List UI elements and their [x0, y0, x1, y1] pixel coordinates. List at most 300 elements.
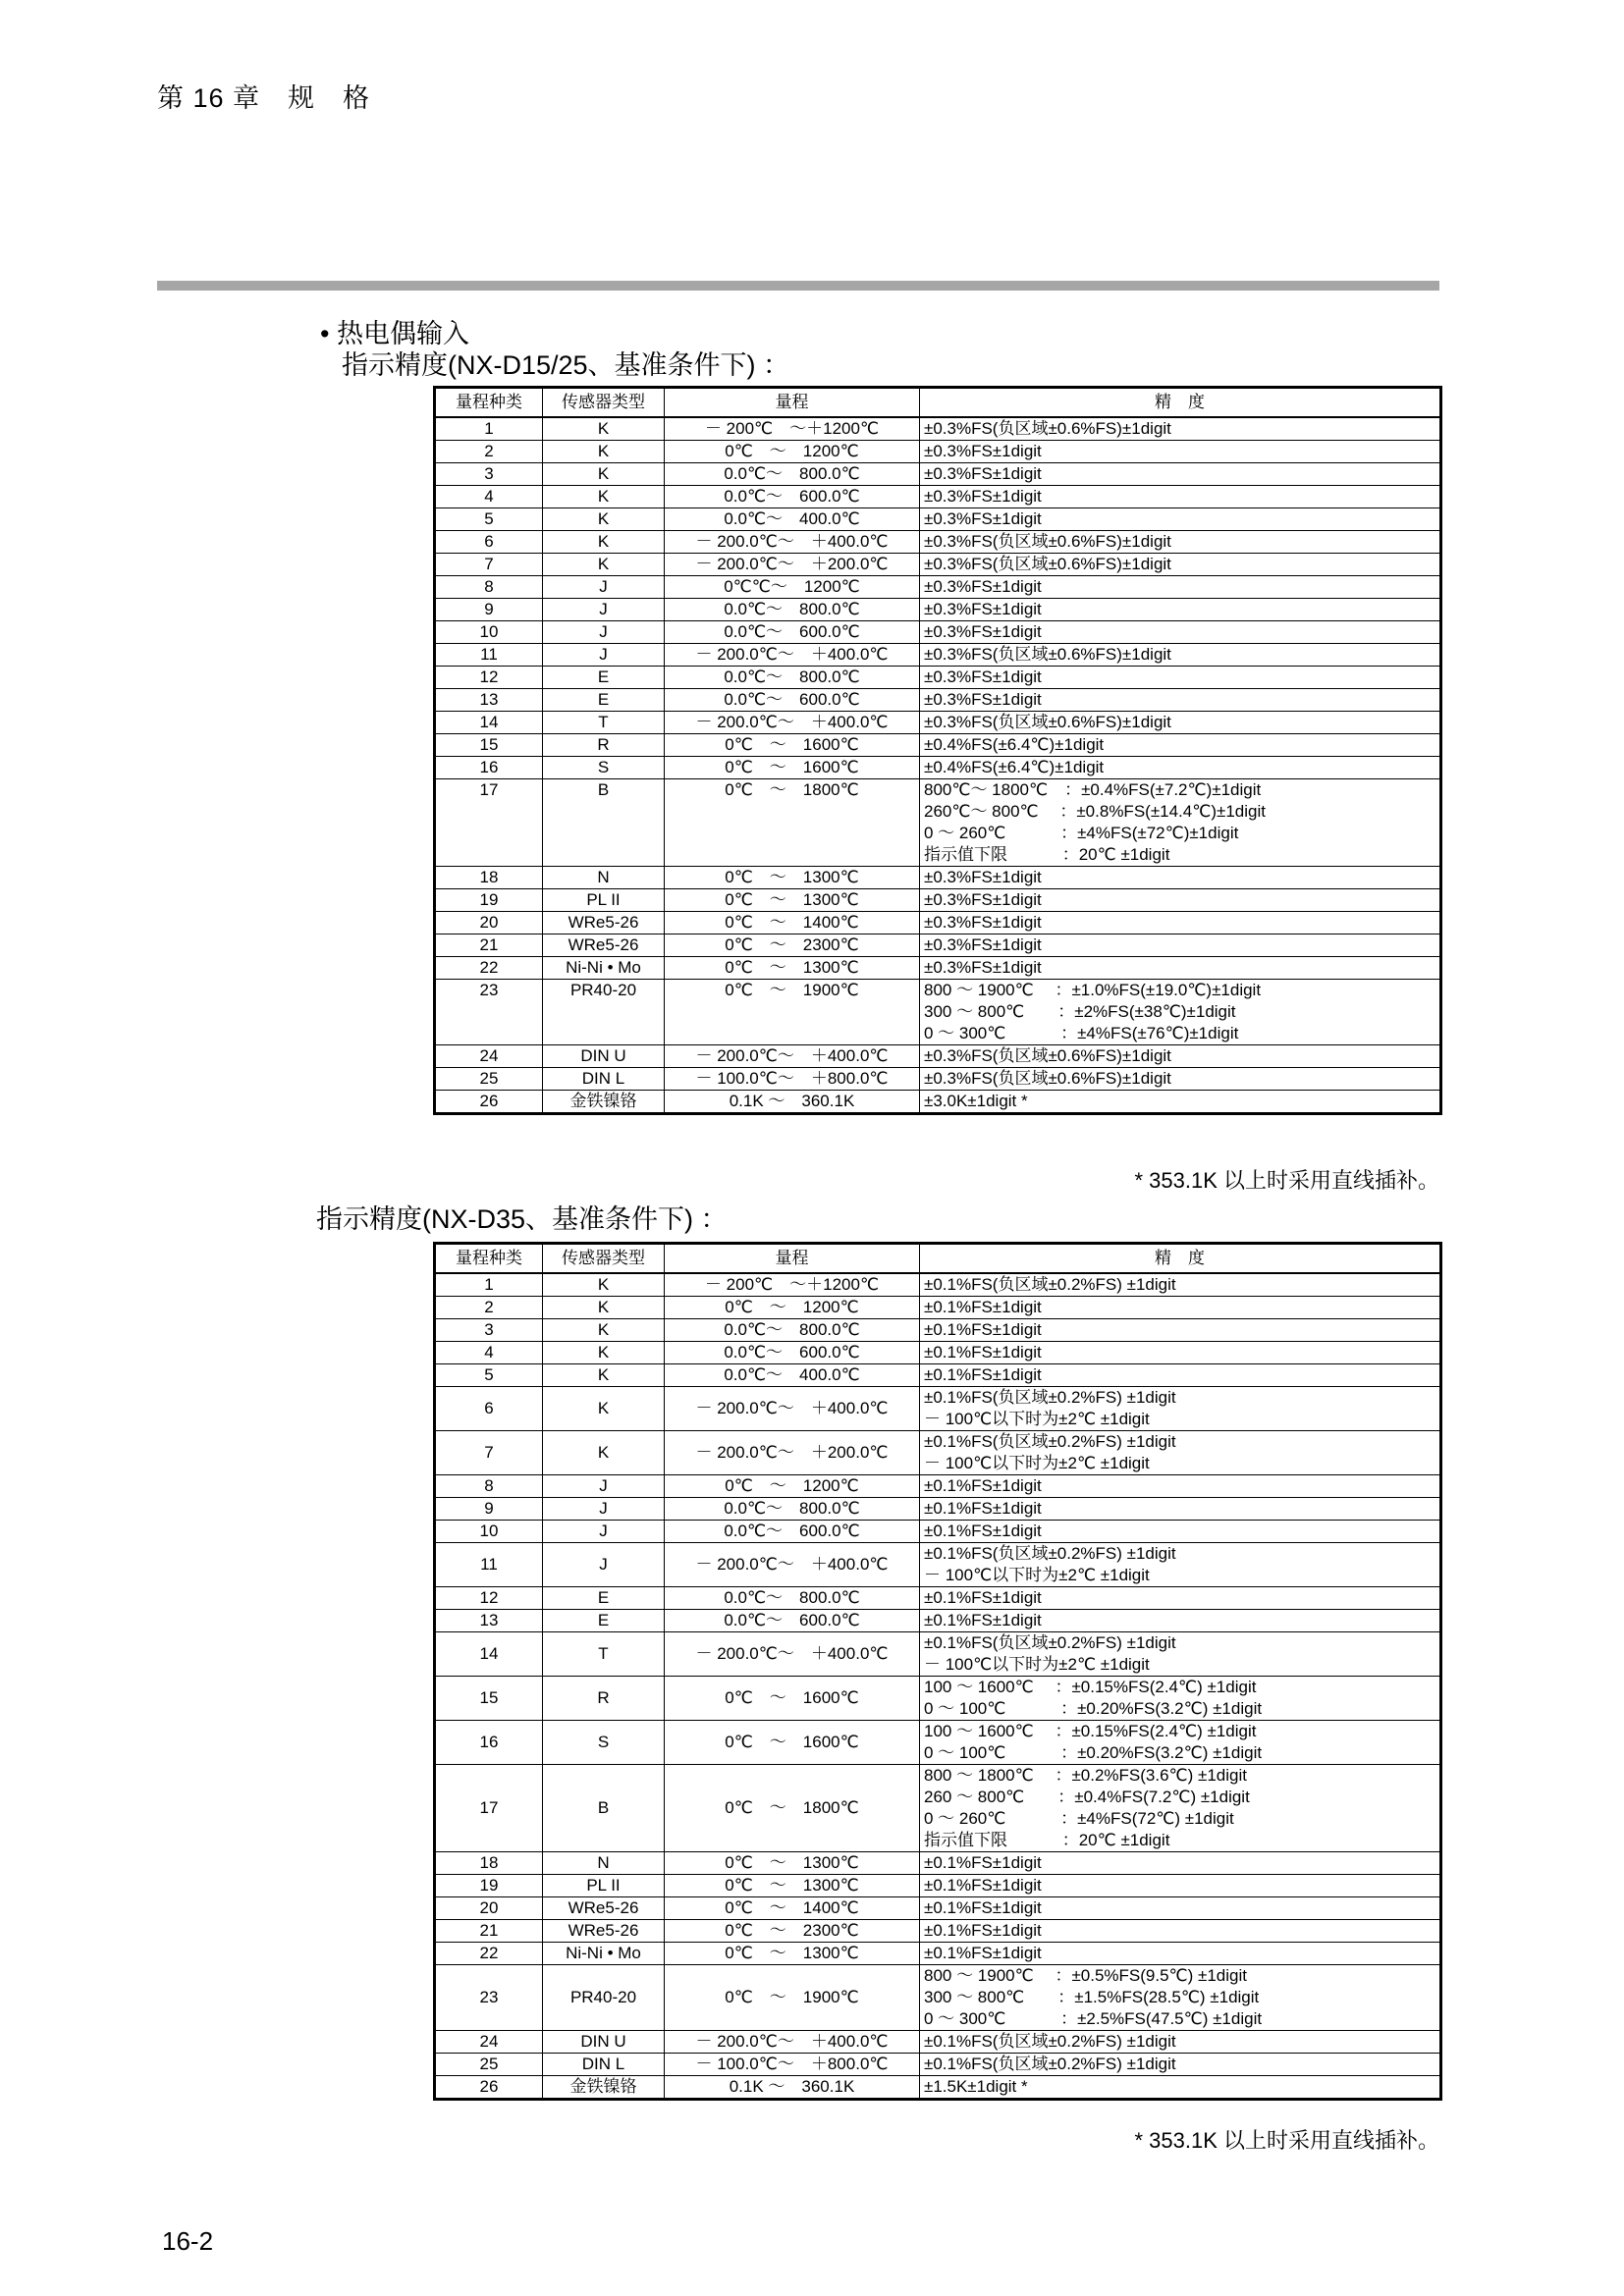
accuracy-line: － 100℃以下时为±2℃ ±1digit	[924, 1655, 1150, 1674]
range-type-cell: 8	[435, 1475, 543, 1498]
sensor-type-cell: DIN U	[543, 2031, 665, 2054]
range-type-cell: 19	[435, 1875, 543, 1897]
accuracy-cell	[920, 889, 1441, 912]
sensor-type-cell: S	[543, 1721, 665, 1765]
accuracy-cell	[920, 417, 1441, 441]
header-rule	[157, 281, 1439, 291]
range-cell: 0℃ ～ 1200℃	[665, 441, 920, 463]
sensor-type-cell: E	[543, 1610, 665, 1632]
range-cell: 0.0℃～ 800.0℃	[665, 463, 920, 486]
table-row	[435, 2076, 1441, 2100]
accuracy-cell	[920, 1431, 1441, 1475]
sensor-type-cell: N	[543, 867, 665, 889]
range-cell: 0.0℃～ 600.0℃	[665, 486, 920, 508]
table-row	[435, 1875, 1441, 1897]
sensor-type-cell: K	[543, 441, 665, 463]
accuracy-line: 0 ～ 300℃ ：±4%FS(±76℃)±1digit	[924, 1024, 1239, 1042]
table-row	[435, 1319, 1441, 1342]
table-row	[435, 1431, 1441, 1475]
table-row	[435, 1045, 1441, 1068]
table-row	[435, 934, 1441, 957]
range-cell: － 200.0℃～ ＋400.0℃	[665, 2031, 920, 2054]
range-type-cell: 3	[435, 1319, 543, 1342]
table-row	[435, 779, 1441, 867]
range-type-cell: 18	[435, 867, 543, 889]
range-type-cell: 22	[435, 1943, 543, 1965]
accuracy-table-nx-d35	[433, 1242, 1442, 2101]
sensor-type-cell: J	[543, 621, 665, 644]
sensor-type-cell: E	[543, 1587, 665, 1610]
accuracy-line: 260℃～ 800℃ ：±0.8%FS(±14.4℃)±1digit	[924, 802, 1266, 821]
range-type-cell: 24	[435, 2031, 543, 2054]
range-type-cell: 26	[435, 2076, 543, 2100]
sensor-type-cell: B	[543, 779, 665, 867]
table1-footnote: * 353.1K 以上时采用直线插补。	[1134, 1168, 1439, 1193]
range-cell: 0℃ ～ 1400℃	[665, 1897, 920, 1920]
sensor-type-cell: Ni-Ni • Mo	[543, 1943, 665, 1965]
accuracy-line: ±0.1%FS±1digit	[924, 1898, 1042, 1917]
range-cell: 0℃ ～ 1600℃	[665, 757, 920, 779]
sensor-type-cell: J	[543, 1543, 665, 1587]
table-row	[435, 734, 1441, 757]
range-cell: 0.0℃～ 600.0℃	[665, 1342, 920, 1364]
accuracy-cell	[920, 1068, 1441, 1091]
sensor-type-cell: J	[543, 1521, 665, 1543]
range-cell: 0℃ ～ 1300℃	[665, 889, 920, 912]
sensor-type-cell: 金铁镍铬	[543, 1091, 665, 1114]
range-cell: 0.1K ～ 360.1K	[665, 2076, 920, 2100]
header-sensor-type: 传感器类型	[543, 1244, 665, 1274]
accuracy-cell	[920, 1965, 1441, 2031]
accuracy-cell	[920, 934, 1441, 957]
range-type-cell: 10	[435, 1521, 543, 1543]
accuracy-line: ±0.1%FS(负区域±0.2%FS) ±1digit	[924, 2032, 1176, 2051]
accuracy-cell	[920, 1852, 1441, 1875]
accuracy-cell	[920, 1498, 1441, 1521]
table-row	[435, 1920, 1441, 1943]
table-row	[435, 1632, 1441, 1677]
table-row	[435, 1587, 1441, 1610]
accuracy-cell	[920, 689, 1441, 712]
range-cell: － 200.0℃～ ＋400.0℃	[665, 1045, 920, 1068]
range-cell: 0.0℃～ 800.0℃	[665, 599, 920, 621]
accuracy-line: ±0.1%FS±1digit	[924, 1365, 1042, 1384]
table-row	[435, 441, 1441, 463]
table-row	[435, 508, 1441, 531]
range-cell: 0.0℃～ 600.0℃	[665, 689, 920, 712]
accuracy-line: ±0.3%FS(负区域±0.6%FS)±1digit	[924, 645, 1171, 664]
range-type-cell: 2	[435, 1297, 543, 1319]
accuracy-cell	[920, 1610, 1441, 1632]
accuracy-line: ±0.4%FS(±6.4℃)±1digit	[924, 735, 1105, 754]
range-cell: － 200.0℃～ ＋200.0℃	[665, 1431, 920, 1475]
accuracy-line: － 100℃以下时为±2℃ ±1digit	[924, 1454, 1150, 1472]
table-row	[435, 576, 1441, 599]
accuracy-cell	[920, 2054, 1441, 2076]
header-range-type: 量程种类	[435, 1244, 543, 1274]
accuracy-line: ±0.3%FS±1digit	[924, 913, 1042, 932]
accuracy-line: ±3.0K±1digit *	[924, 1092, 1028, 1110]
accuracy-line: － 100℃以下时为±2℃ ±1digit	[924, 1410, 1150, 1428]
accuracy-line: ±0.3%FS±1digit	[924, 622, 1042, 641]
range-type-cell: 17	[435, 779, 543, 867]
accuracy-line: 100 ～ 1600℃ ：±0.15%FS(2.4℃) ±1digit	[924, 1678, 1257, 1696]
sensor-type-cell: K	[543, 1342, 665, 1364]
accuracy-line: 0 ～ 300℃ ：±2.5%FS(47.5℃) ±1digit	[924, 2009, 1263, 2028]
accuracy-line: ±0.3%FS±1digit	[924, 487, 1042, 506]
table-row	[435, 1387, 1441, 1431]
sensor-type-cell: J	[543, 599, 665, 621]
accuracy-cell	[920, 734, 1441, 757]
accuracy-cell	[920, 2076, 1441, 2100]
table-row	[435, 2031, 1441, 2054]
accuracy-cell	[920, 867, 1441, 889]
range-type-cell: 23	[435, 1965, 543, 2031]
chapter-title: 第 16 章 规 格	[157, 83, 371, 113]
table-row	[435, 1091, 1441, 1114]
accuracy-line: ±0.1%FS±1digit	[924, 1343, 1042, 1362]
table-row	[435, 463, 1441, 486]
range-type-cell: 7	[435, 554, 543, 576]
accuracy-line: 260 ～ 800℃ ：±0.4%FS(7.2℃) ±1digit	[924, 1788, 1250, 1806]
table-row	[435, 1342, 1441, 1364]
table2-footnote: * 353.1K 以上时采用直线插补。	[1134, 2128, 1439, 2153]
sensor-type-cell: K	[543, 1319, 665, 1342]
sensor-type-cell: K	[543, 1387, 665, 1431]
header-accuracy: 精 度	[920, 1244, 1441, 1274]
table-row	[435, 1297, 1441, 1319]
table-row	[435, 1475, 1441, 1498]
accuracy-line: ±0.1%FS±1digit	[924, 1853, 1042, 1872]
sensor-type-cell: DIN U	[543, 1045, 665, 1068]
sensor-type-cell: 金铁镍铬	[543, 2076, 665, 2100]
accuracy-line: 指示值下限 ：20℃ ±1digit	[924, 845, 1170, 864]
accuracy-cell	[920, 757, 1441, 779]
accuracy-cell	[920, 1319, 1441, 1342]
table-row	[435, 417, 1441, 441]
range-cell: 0℃ ～ 1600℃	[665, 734, 920, 757]
accuracy-line: ±0.1%FS±1digit	[924, 1876, 1042, 1895]
table-row	[435, 1897, 1441, 1920]
accuracy-cell	[920, 1475, 1441, 1498]
range-cell: 0.0℃～ 600.0℃	[665, 621, 920, 644]
sensor-type-cell: R	[543, 1677, 665, 1721]
accuracy-cell	[920, 1297, 1441, 1319]
accuracy-cell	[920, 1045, 1441, 1068]
accuracy-cell	[920, 1364, 1441, 1387]
table-row	[435, 1273, 1441, 1297]
accuracy-cell	[920, 1091, 1441, 1114]
table-row	[435, 1765, 1441, 1852]
sensor-type-cell: PR40-20	[543, 1965, 665, 2031]
range-cell: － 200.0℃～ ＋400.0℃	[665, 712, 920, 734]
range-type-cell: 9	[435, 599, 543, 621]
range-cell: 0.0℃～ 800.0℃	[665, 1498, 920, 1521]
table-row	[435, 486, 1441, 508]
range-type-cell: 13	[435, 1610, 543, 1632]
sensor-type-cell: DIN L	[543, 1068, 665, 1091]
accuracy-line: ±0.3%FS±1digit	[924, 890, 1042, 909]
range-cell: － 200.0℃～ ＋400.0℃	[665, 531, 920, 554]
accuracy-line: ±0.1%FS±1digit	[924, 1611, 1042, 1629]
range-type-cell: 23	[435, 980, 543, 1045]
page-number: 16-2	[162, 2226, 214, 2256]
sensor-type-cell: WRe5-26	[543, 912, 665, 934]
sensor-type-cell: PR40-20	[543, 980, 665, 1045]
accuracy-cell	[920, 912, 1441, 934]
accuracy-line: ±0.3%FS±1digit	[924, 600, 1042, 618]
accuracy-line: ±0.3%FS(负区域±0.6%FS)±1digit	[924, 532, 1171, 551]
accuracy-line: ±0.3%FS(负区域±0.6%FS)±1digit	[924, 1069, 1171, 1088]
range-cell: 0℃ ～ 1300℃	[665, 1852, 920, 1875]
accuracy-cell	[920, 1521, 1441, 1543]
table-row	[435, 2054, 1441, 2076]
table2-caption: 指示精度(NX-D35、基准条件下) ：	[316, 1204, 728, 1234]
range-type-cell: 12	[435, 667, 543, 689]
accuracy-cell	[920, 1943, 1441, 1965]
range-type-cell: 5	[435, 1364, 543, 1387]
header-range-type: 量程种类	[435, 388, 543, 418]
accuracy-line: 800 ～ 1900℃ ：±0.5%FS(9.5℃) ±1digit	[924, 1966, 1247, 1985]
table-header-row	[435, 388, 1441, 418]
range-cell: 0.0℃～ 400.0℃	[665, 508, 920, 531]
table-row	[435, 957, 1441, 980]
range-cell: 0.0℃～ 400.0℃	[665, 1364, 920, 1387]
range-type-cell: 9	[435, 1498, 543, 1521]
range-type-cell: 1	[435, 1273, 543, 1297]
range-cell: － 200℃ ～＋1200℃	[665, 417, 920, 441]
accuracy-cell	[920, 1273, 1441, 1297]
range-cell: 0℃ ～ 1300℃	[665, 1943, 920, 1965]
range-type-cell: 6	[435, 1387, 543, 1431]
accuracy-cell	[920, 1897, 1441, 1920]
accuracy-line: ±0.1%FS±1digit	[924, 1320, 1042, 1339]
accuracy-cell	[920, 554, 1441, 576]
range-cell: 0.0℃～ 600.0℃	[665, 1610, 920, 1632]
table-row	[435, 1721, 1441, 1765]
range-cell: 0℃ ～ 2300℃	[665, 1920, 920, 1943]
range-cell: － 200.0℃～ ＋200.0℃	[665, 554, 920, 576]
table-header-row	[435, 1244, 1441, 1274]
range-cell: 0℃ ～ 1800℃	[665, 779, 920, 867]
sensor-type-cell: T	[543, 1632, 665, 1677]
sensor-type-cell: K	[543, 486, 665, 508]
sensor-type-cell: K	[543, 417, 665, 441]
range-type-cell: 11	[435, 644, 543, 667]
sensor-type-cell: B	[543, 1765, 665, 1852]
sensor-type-cell: K	[543, 508, 665, 531]
range-type-cell: 18	[435, 1852, 543, 1875]
accuracy-line: ±0.1%FS±1digit	[924, 1944, 1042, 1962]
table-row	[435, 621, 1441, 644]
sensor-type-cell: R	[543, 734, 665, 757]
range-type-cell: 6	[435, 531, 543, 554]
sensor-type-cell: E	[543, 667, 665, 689]
range-type-cell: 4	[435, 1342, 543, 1364]
table-row	[435, 889, 1441, 912]
range-type-cell: 14	[435, 712, 543, 734]
accuracy-line: ±0.3%FS±1digit	[924, 577, 1042, 596]
range-type-cell: 7	[435, 1431, 543, 1475]
range-cell: 0℃ ～ 1300℃	[665, 957, 920, 980]
accuracy-line: 800 ～ 1900℃ ：±1.0%FS(±19.0℃)±1digit	[924, 981, 1262, 999]
sensor-type-cell: PL II	[543, 1875, 665, 1897]
table-row	[435, 1498, 1441, 1521]
accuracy-cell	[920, 1721, 1441, 1765]
sensor-type-cell: E	[543, 689, 665, 712]
range-type-cell: 12	[435, 1587, 543, 1610]
range-type-cell: 25	[435, 2054, 543, 2076]
accuracy-line: 300 ～ 800℃ ：±1.5%FS(28.5℃) ±1digit	[924, 1988, 1260, 2006]
range-cell: 0.0℃～ 800.0℃	[665, 667, 920, 689]
accuracy-cell	[920, 1587, 1441, 1610]
range-type-cell: 8	[435, 576, 543, 599]
sensor-type-cell: J	[543, 644, 665, 667]
range-cell: 0℃ ～ 1200℃	[665, 1475, 920, 1498]
accuracy-line: ±0.1%FS±1digit	[924, 1522, 1042, 1540]
range-cell: － 200.0℃～ ＋400.0℃	[665, 644, 920, 667]
range-cell: 0.0℃～ 800.0℃	[665, 1319, 920, 1342]
range-type-cell: 16	[435, 757, 543, 779]
range-type-cell: 3	[435, 463, 543, 486]
range-type-cell: 14	[435, 1632, 543, 1677]
accuracy-cell	[920, 667, 1441, 689]
accuracy-line: ±0.3%FS±1digit	[924, 958, 1042, 977]
accuracy-cell	[920, 1543, 1441, 1587]
range-type-cell: 5	[435, 508, 543, 531]
accuracy-line: ±0.1%FS(负区域±0.2%FS) ±1digit	[924, 2055, 1176, 2073]
sensor-type-cell: K	[543, 1273, 665, 1297]
accuracy-cell	[920, 712, 1441, 734]
accuracy-cell	[920, 980, 1441, 1045]
table-row	[435, 980, 1441, 1045]
sensor-type-cell: PL II	[543, 889, 665, 912]
sensor-type-cell: S	[543, 757, 665, 779]
accuracy-line: ±0.3%FS±1digit	[924, 509, 1042, 528]
range-type-cell: 15	[435, 1677, 543, 1721]
table-row	[435, 1610, 1441, 1632]
range-type-cell: 2	[435, 441, 543, 463]
range-type-cell: 19	[435, 889, 543, 912]
accuracy-cell	[920, 1342, 1441, 1364]
range-type-cell: 17	[435, 1765, 543, 1852]
accuracy-line: 800 ～ 1800℃ ：±0.2%FS(3.6℃) ±1digit	[924, 1766, 1247, 1785]
accuracy-cell	[920, 1875, 1441, 1897]
accuracy-line: ±0.1%FS±1digit	[924, 1298, 1042, 1316]
accuracy-line: － 100℃以下时为±2℃ ±1digit	[924, 1566, 1150, 1584]
table-row	[435, 1364, 1441, 1387]
accuracy-line: 800℃～ 1800℃ ：±0.4%FS(±7.2℃)±1digit	[924, 780, 1262, 799]
accuracy-line: ±0.3%FS±1digit	[924, 868, 1042, 886]
range-type-cell: 1	[435, 417, 543, 441]
sensor-type-cell: WRe5-26	[543, 1920, 665, 1943]
range-type-cell: 21	[435, 934, 543, 957]
sensor-type-cell: K	[543, 463, 665, 486]
range-cell: － 100.0℃～ ＋800.0℃	[665, 2054, 920, 2076]
sensor-type-cell: K	[543, 1431, 665, 1475]
table-row	[435, 644, 1441, 667]
header-accuracy: 精 度	[920, 388, 1441, 418]
range-type-cell: 20	[435, 912, 543, 934]
range-cell: 0℃ ～ 1900℃	[665, 1965, 920, 2031]
sensor-type-cell: T	[543, 712, 665, 734]
accuracy-line: ±0.3%FS±1digit	[924, 690, 1042, 709]
accuracy-line: ±1.5K±1digit *	[924, 2077, 1028, 2096]
accuracy-cell	[920, 957, 1441, 980]
table-row	[435, 1965, 1441, 2031]
range-type-cell: 22	[435, 957, 543, 980]
range-cell: － 200.0℃～ ＋400.0℃	[665, 1387, 920, 1431]
accuracy-cell	[920, 621, 1441, 644]
range-cell: 0℃ ～ 1300℃	[665, 1875, 920, 1897]
range-type-cell: 15	[435, 734, 543, 757]
accuracy-cell	[920, 486, 1441, 508]
range-type-cell: 25	[435, 1068, 543, 1091]
accuracy-line: ±0.1%FS±1digit	[924, 1476, 1042, 1495]
section-bullet-title: • 热电偶输入	[320, 319, 469, 348]
accuracy-cell	[920, 779, 1441, 867]
range-type-cell: 20	[435, 1897, 543, 1920]
range-cell: － 200.0℃～ ＋400.0℃	[665, 1543, 920, 1587]
table-row	[435, 1521, 1441, 1543]
header-range: 量程	[665, 1244, 920, 1274]
range-type-cell: 10	[435, 621, 543, 644]
table-row	[435, 667, 1441, 689]
accuracy-line: ±0.3%FS(负区域±0.6%FS)±1digit	[924, 713, 1171, 731]
accuracy-line: ±0.1%FS(负区域±0.2%FS) ±1digit	[924, 1388, 1176, 1407]
table-row	[435, 712, 1441, 734]
accuracy-cell	[920, 1632, 1441, 1677]
range-cell: 0.0℃～ 600.0℃	[665, 1521, 920, 1543]
table-row	[435, 554, 1441, 576]
header-range: 量程	[665, 388, 920, 418]
accuracy-table-nx-d15-25	[433, 386, 1442, 1115]
range-type-cell: 13	[435, 689, 543, 712]
range-cell: 0℃ ～ 1300℃	[665, 867, 920, 889]
accuracy-cell	[920, 644, 1441, 667]
accuracy-line: 0 ～ 100℃ ：±0.20%FS(3.2℃) ±1digit	[924, 1743, 1263, 1762]
accuracy-line: ±0.1%FS(负区域±0.2%FS) ±1digit	[924, 1275, 1176, 1294]
table1-caption: 指示精度(NX-D15/25、基准条件下) ：	[342, 350, 790, 380]
sensor-type-cell: J	[543, 1475, 665, 1498]
accuracy-line: ±0.1%FS(负区域±0.2%FS) ±1digit	[924, 1432, 1176, 1451]
accuracy-line: ±0.1%FS±1digit	[924, 1588, 1042, 1607]
accuracy-cell	[920, 2031, 1441, 2054]
sensor-type-cell: DIN L	[543, 2054, 665, 2076]
range-type-cell: 11	[435, 1543, 543, 1587]
accuracy-cell	[920, 463, 1441, 486]
accuracy-line: 300 ～ 800℃ ：±2%FS(±38℃)±1digit	[924, 1002, 1236, 1021]
accuracy-cell	[920, 1387, 1441, 1431]
table-row	[435, 912, 1441, 934]
accuracy-line: ±0.3%FS±1digit	[924, 464, 1042, 483]
accuracy-cell	[920, 599, 1441, 621]
range-cell: － 200℃ ～＋1200℃	[665, 1273, 920, 1297]
accuracy-line: ±0.3%FS±1digit	[924, 667, 1042, 686]
accuracy-line: ±0.1%FS±1digit	[924, 1921, 1042, 1940]
range-cell: 0℃ ～ 2300℃	[665, 934, 920, 957]
table-row	[435, 867, 1441, 889]
range-cell: 0℃ ～ 1800℃	[665, 1765, 920, 1852]
sensor-type-cell: K	[543, 1297, 665, 1319]
table-row	[435, 1852, 1441, 1875]
accuracy-line: 0 ～ 100℃ ：±0.20%FS(3.2℃) ±1digit	[924, 1699, 1263, 1718]
accuracy-line: ±0.3%FS±1digit	[924, 442, 1042, 460]
accuracy-cell	[920, 576, 1441, 599]
accuracy-line: 0 ～ 260℃ ：±4%FS(72℃) ±1digit	[924, 1809, 1234, 1828]
range-cell: 0℃ ～ 1900℃	[665, 980, 920, 1045]
accuracy-line: ±0.1%FS(负区域±0.2%FS) ±1digit	[924, 1544, 1176, 1563]
